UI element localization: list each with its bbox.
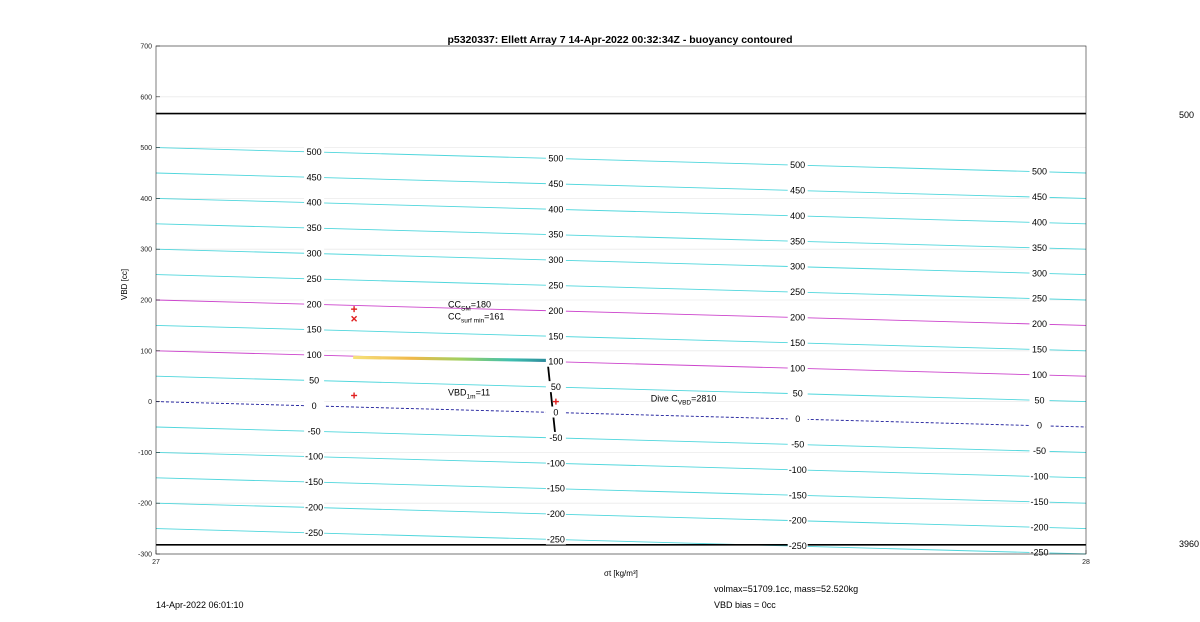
contour-label: 0 — [553, 407, 559, 418]
contour-label: -250 — [305, 527, 324, 538]
x-tick-label: 28 — [1082, 559, 1090, 566]
contour-label: 150 — [790, 337, 806, 348]
contour-label: 300 — [1031, 268, 1048, 279]
dive-cvbd-annotation: Dive $C_{VBD}=2810$ — [650, 393, 717, 407]
contour-label: 0 — [1036, 420, 1043, 431]
contour-label: -50 — [307, 426, 321, 437]
contour-label: 50 — [1034, 395, 1045, 406]
contour-label: 350 — [306, 223, 322, 234]
y-tick-label: 600 — [140, 94, 152, 102]
contour-label: 100 — [1031, 369, 1048, 380]
cc-surf-min-annotation: $CC_{surf min}=161$ — [448, 311, 505, 325]
contour-label: -100 — [788, 464, 807, 475]
y-tick-label: 300 — [140, 246, 152, 254]
y-tick-label: 400 — [140, 195, 152, 203]
x-axis-label: σt [kg/m³] — [604, 569, 638, 578]
y-tick-label: 700 — [140, 43, 152, 51]
y-tick-label: -100 — [137, 449, 152, 457]
contour-label: 400 — [790, 210, 806, 221]
contour-label: 100 — [548, 356, 564, 367]
contour-label: 100 — [790, 363, 806, 374]
contour-label: -50 — [791, 439, 805, 450]
contour-label: 200 — [548, 305, 564, 316]
contour-label: -250 — [546, 534, 565, 545]
contour-label: 400 — [306, 197, 322, 208]
contour-label: 500 — [548, 153, 564, 164]
vbd-bias-text: VBD bias = 0cc — [714, 600, 776, 610]
contour-label: 300 — [306, 248, 322, 259]
contour-label: -150 — [546, 483, 565, 494]
contour-label: 350 — [790, 236, 806, 247]
contour-label: -100 — [305, 451, 324, 462]
contour-label: -200 — [788, 515, 807, 526]
contour-label: 500 — [1031, 166, 1048, 177]
contour-label: 400 — [548, 204, 564, 215]
contour-label: 0 — [311, 400, 317, 411]
contour-label: -50 — [549, 432, 563, 443]
contour-label: -250 — [788, 541, 807, 552]
contour-label: 450 — [548, 178, 564, 189]
contour-label: 150 — [306, 324, 322, 335]
contour-label: -100 — [1030, 471, 1049, 482]
contour-label: 50 — [550, 382, 561, 393]
contour-label: 50 — [792, 388, 803, 399]
vbd-1m-annotation: $VBD_{1m}=11$ — [448, 387, 491, 401]
contour-label: 450 — [306, 172, 322, 183]
contour-label: -250 — [1030, 547, 1049, 558]
contour-label: 200 — [790, 312, 806, 323]
contour-label: 250 — [548, 280, 564, 291]
contour-label: -150 — [1030, 496, 1049, 507]
y-tick-label: 100 — [140, 348, 152, 356]
contour-label: 250 — [306, 273, 322, 284]
chart-title: p5320337: Ellett Array 7 14-Apr-2022 00:32:34Z - buoyancy contoured — [447, 34, 793, 46]
contour-label: -150 — [305, 477, 324, 488]
contour-label: 100 — [306, 350, 322, 361]
y-axis-label: VBD [cc] — [120, 268, 129, 300]
contour-label: 450 — [790, 185, 806, 196]
y-tick-label: 0 — [148, 399, 152, 407]
contour-label: 300 — [548, 255, 564, 266]
x-tick-label: 27 — [152, 559, 160, 566]
contour-label: 200 — [1031, 319, 1048, 330]
contour-label: -200 — [1030, 522, 1049, 533]
contour-label: 500 — [790, 160, 806, 171]
contour-label: 0 — [795, 414, 801, 425]
contour-label: -200 — [305, 502, 324, 513]
date-stamp: 14-Apr-2022 06:01:10 — [156, 600, 244, 610]
contour-label: -50 — [1032, 446, 1047, 457]
cc-sm-annotation: $CC_{SM}=180$ — [448, 299, 492, 313]
contour-label: 250 — [790, 287, 806, 298]
right-top-depth-label: 500 — [1179, 110, 1195, 120]
contour-label: 450 — [1031, 192, 1048, 203]
y-tick-label: -200 — [137, 500, 152, 508]
contour-label: 50 — [309, 375, 320, 386]
volmax-mass-text: volmax=51709.1cc, mass=52.520kg — [714, 584, 859, 594]
contour-label: 300 — [790, 261, 806, 272]
contour-label: 250 — [1031, 293, 1048, 304]
contour-label: -100 — [546, 458, 565, 469]
contour-label: -150 — [788, 490, 807, 501]
contour-label: 150 — [548, 331, 564, 342]
contour-label: 350 — [1031, 242, 1048, 253]
contour-label: 200 — [306, 299, 322, 310]
y-tick-label: -300 — [137, 551, 152, 559]
y-tick-label: 200 — [140, 297, 152, 305]
contour-label: 350 — [548, 229, 564, 240]
y-tick-label: 500 — [140, 145, 152, 153]
contour-label: 150 — [1031, 344, 1048, 355]
contour-label: 500 — [306, 146, 322, 157]
contour-label: 400 — [1031, 217, 1048, 228]
contour-label: -200 — [546, 509, 565, 520]
right-bottom-depth-label: 3960 — [1179, 539, 1200, 549]
